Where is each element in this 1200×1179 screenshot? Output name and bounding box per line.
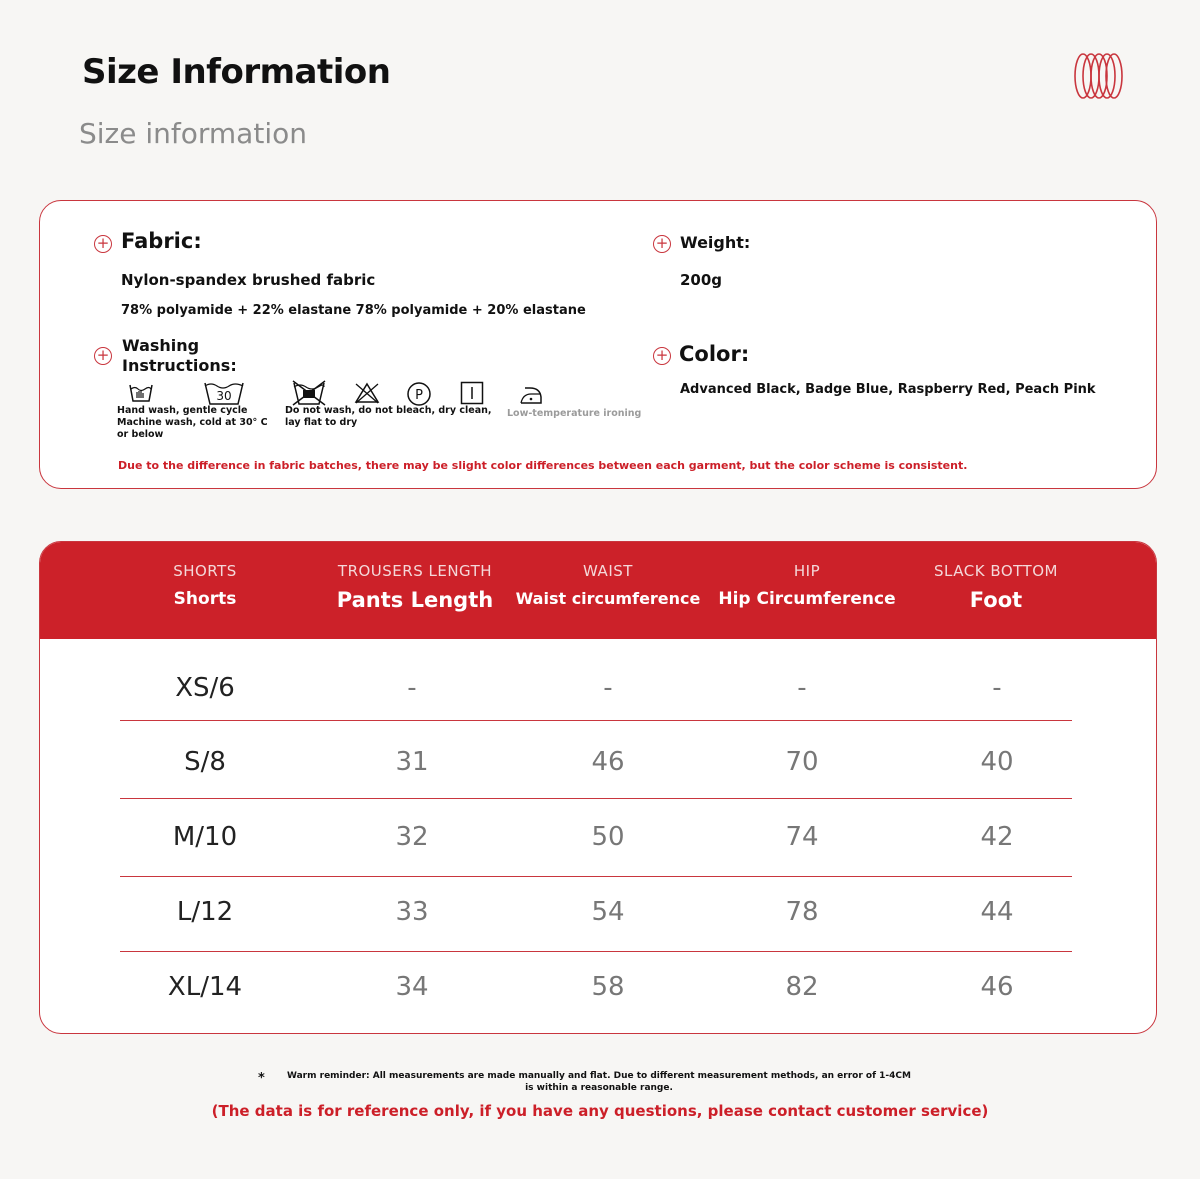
washing-label-line-2: Instructions: [122,356,237,375]
low-temp-iron-icon [518,384,544,406]
cell-waist: - [603,673,613,703]
cell-hip: 70 [785,747,819,777]
header-label: Hip Circumference [718,589,896,609]
weight-label: Weight: [680,233,751,252]
wash-text-no-wash: Do not wash, do not bleach, dry clean, lay flat to dry [285,405,492,428]
fabric-composition: 78% polyamide + 22% elastane 78% polyamide + 20% elastane [121,303,586,318]
machine-wash-30-icon [203,380,245,406]
product-info-card [39,200,1157,489]
plus-icon: + [653,235,671,253]
lay-flat-dry-icon [460,381,484,405]
plus-icon: + [94,235,112,253]
wash-temp-text: 30 [216,389,232,403]
measurement-reminder: Warm reminder: All measurements are made manually and flat. Due to different measurement methods, an error of 1-4CM is within a reasonable range. [287,1071,911,1093]
dry-clean-p-icon [406,381,432,407]
footer-star: * [258,1071,265,1086]
cell-hip: 78 [785,897,819,927]
cell-size: M/10 [172,822,238,852]
row-divider [120,951,1072,952]
page-title: Size Information [82,52,391,92]
row-divider [120,720,1072,721]
header-label: Foot [969,588,1023,612]
size-table-header [40,542,1156,639]
header-en: TROUSERS LENGTH [337,562,493,580]
cell-size: XS/6 [175,673,235,703]
header-label: Pants Length [336,588,494,612]
reference-disclaimer: (The data is for reference only, if you have any questions, please contact customer service) [211,1102,989,1120]
cell-hip: 82 [785,972,819,1002]
do-not-wash-icon [291,380,327,406]
header-en: WAIST [583,562,633,580]
cell-pants-length: 31 [395,747,429,777]
cell-foot: 44 [980,897,1014,927]
header-en: SLACK BOTTOM [934,562,1058,580]
cell-pants-length: 32 [395,822,429,852]
cell-hip: - [797,673,807,703]
weight-value: 200g [680,271,723,289]
cell-size: XL/14 [167,972,243,1002]
cell-foot: 40 [980,747,1014,777]
fabric-label: Fabric: [121,229,202,253]
cell-waist: 46 [591,747,625,777]
plus-icon: + [94,347,112,365]
wash-text-ironing: Low-temperature ironing [507,408,642,419]
header-label: Waist circumference [515,589,701,608]
washing-label-line-1: Washing [122,336,200,355]
header-en: SHORTS [173,562,237,580]
batch-color-note: Due to the difference in fabric batches, there may be slight color differences between each garment, but the color scheme is consistent. [118,459,968,472]
header-en: HIP [793,562,821,580]
cell-waist: 50 [591,822,625,852]
cell-pants-length: 33 [395,897,429,927]
cell-size: S/8 [184,747,226,777]
cell-pants-length: - [407,673,417,703]
rings-logo-icon [1072,51,1124,101]
cell-waist: 54 [591,897,625,927]
header-label: Shorts [173,589,237,609]
cell-waist: 58 [591,972,625,1002]
color-label: Color: [679,342,750,366]
cell-pants-length: 34 [395,972,429,1002]
washing-label [122,336,237,376]
fabric-name: Nylon-spandex brushed fabric [121,271,376,289]
do-not-bleach-icon [354,382,380,404]
color-value: Advanced Black, Badge Blue, Raspberry Red, Peach Pink [680,382,1096,397]
row-divider [120,798,1072,799]
svg-text:P: P [415,388,423,403]
page-subtitle: Size information [79,117,307,150]
size-table [39,541,1157,1034]
cell-hip: 74 [785,822,819,852]
cell-foot: 46 [980,972,1014,1002]
hand-wash-icon [129,381,153,403]
row-divider [120,876,1072,877]
wash-text-hand-machine: Hand wash, gentle cycle Machine wash, cold at 30° C or below [117,405,268,440]
cell-foot: - [992,673,1002,703]
cell-foot: 42 [980,822,1014,852]
cell-size: L/12 [176,897,234,927]
plus-icon: + [653,347,671,365]
